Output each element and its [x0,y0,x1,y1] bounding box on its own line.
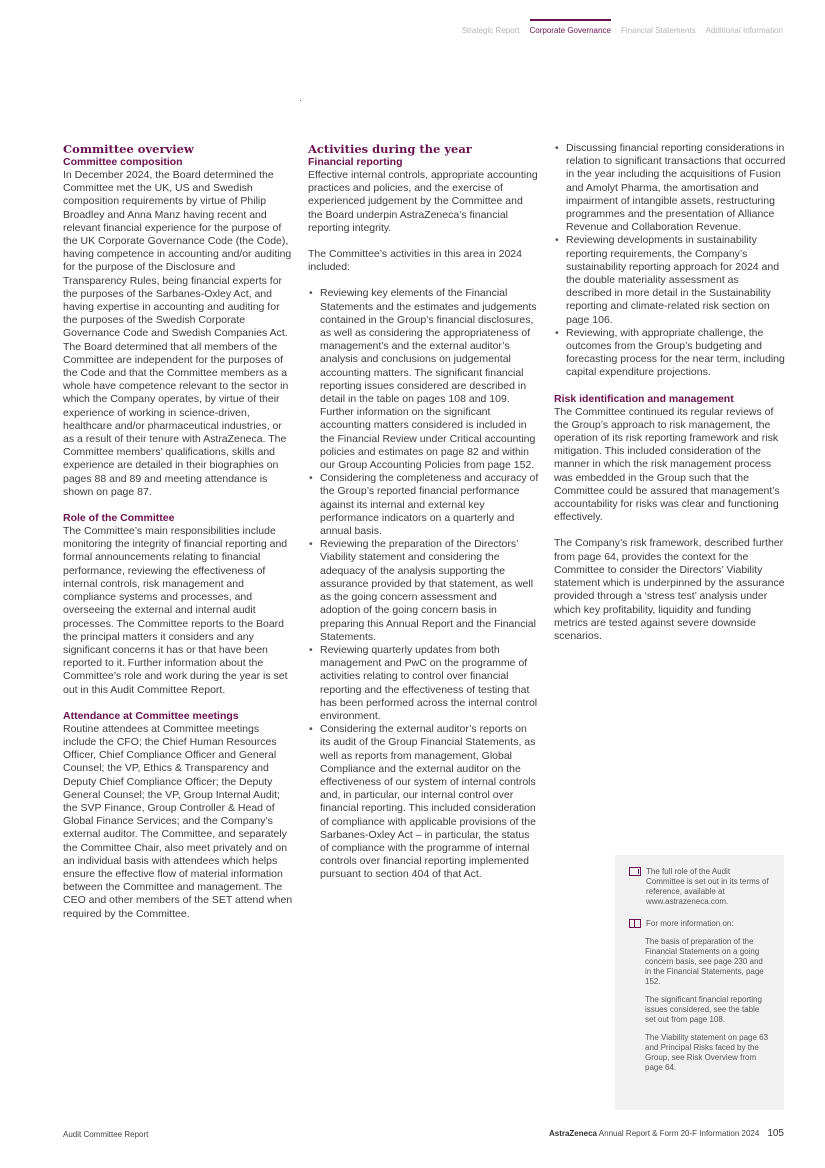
role-of-committee-title: Role of the Committee [63,512,175,525]
list-item: • Reviewing quarterly updates from both management and PwC on the programme of activities relating to control over financial reporting and the effectiveness of testing that has been performed across the internal control environment. [308,644,540,723]
attendance-text: Routine attendees at Committee meetings include the CFO; the Chief Human Resources Officer, Chief Compliance Officer and General Counsel; the VP, Ethics & Transparency and Deputy Chief Compliance Officer; the Deputy General Counsel; the VP, Group Internal Audit; the SVP Finance, Group Controller & Head of Global Finance Services; and the Company’s external auditor. The Committee, and separately the Committee Chair, also meet privately and on an individual basis with attendees which helps ensure the effective flow of material information between the Committee and management. The CEO and other members of the SET attend when required by the Committee. [63,722,293,920]
stray-dot [300,100,301,101]
committee-composition-title: Committee composition [63,156,183,168]
list-item: • Considering the completeness and accuracy of the Group’s reported financial performance against its internal and external key performance indicators on a quarterly and annual basis. [308,472,540,538]
list-item: • Discussing financial reporting considerations in relation to significant transactions that occurred in the year including the acquisitions of Fusion and Amolyt Pharma, the amortisation and impairment of intangible assets, restructuring programmes and the presentation of Alliance Revenue and Collaboration Revenue. [554,142,786,234]
activities-intro: The Committee’s activities in this area in 2024 included: [308,248,522,274]
role-note [629,867,770,907]
footer-report-title: Annual Report & Form 20-F Information 2024 [598,1129,760,1138]
info-box [615,855,784,1110]
footer-report-info [549,1128,784,1139]
nav-corporate-governance[interactable]: Corporate Governance [529,26,611,35]
column-left [63,142,295,921]
financial-reporting-title: Financial reporting [308,156,403,168]
more-info [629,919,770,929]
role-of-committee-text: The Committee’s main responsibilities include monitoring the integrity of financial reporting and formal announcements relating to financial performance, reviewing the effectiveness of internal controls, risk management and compliance systems and processes, and overseeing the external and internal audit processes. The Committee reports to the Board the principal matters it considers and any significant concerns it has or that have been reported to it. Further information about the Committee’s role and work during the year is set out in this Audit Committee Report. [63,525,288,696]
footer-section-name: Audit Committee Report [63,1130,149,1139]
nav-additional-information[interactable]: Additional Information [705,26,783,35]
list-item: • Reviewing, with appropriate challenge, the outcomes from the Group’s budgeting and forecasting process for the near term, including capital expenditure projections. [554,327,786,380]
risk-text-1: The Committee continued its regular reviews of the Group’s approach to risk management, the operation of its risk reporting framework and risk mitigation. This included consideration of the manner in which the risk management process was embedded in the Group such that the Committee could be assured that management’s accountability for risks was clear and functioning effectively. [554,405,780,524]
attendance-title: Attendance at Committee meetings [63,709,239,722]
column-middle [308,142,540,895]
column-right [554,142,786,643]
list-item: • Reviewing developments in sustainability reporting requirements, the Company’s sustainability reporting approach for 2024 and the double materiality assessment as described in more detail in the Sustainability reporting and climate-related risk section on page 106. [554,234,786,326]
more-info-label: For more information on: [646,919,734,928]
list-item: • Considering the external auditor’s reports on its audit of the Group Financial Statements, as well as reports from management, Global Compliance and the external auditor on the effectiveness of our system of internal controls and, in particular, our internal control over financial reporting. This included consideration of compliance with applicable provisions of the Sarbanes-Oxley Act – in particular, the status of compliance with the programme of internal controls over financial reporting implemented pursuant to section 404 of that Act. [308,723,540,881]
nav-strategic-report[interactable]: Strategic Report [461,26,520,35]
risk-text-2: The Company’s risk framework, described further from page 64, provides the context for the Committee to consider the Directors’ Viability statement which is underpinned by the assurance provided through a ‘stress test’ analysis under which key profitability, liquidity and funding metrics are tested against severe downside scenarios. [554,537,785,642]
activities-heading: Activities during the year [308,142,472,156]
role-note-text[interactable]: The full role of the Audit Committee is set out in its terms of reference, available at www.astrazeneca.com. [646,867,769,906]
activities-list [308,287,540,881]
more-info-item[interactable]: The Viability statement on page 63 and Principal Risks faced by the Group, see Risk Overview from page 64. [645,1033,769,1072]
screen-icon [629,867,641,876]
risk-identification-title: Risk identification and management [554,392,734,405]
book-icon [629,919,641,928]
financial-reporting-text: Effective internal controls, appropriate accounting practices and policies, and the exercise of experienced judgement by the Committee and the Board underpin AstraZeneca’s financial reporting integrity. [308,169,538,234]
list-item: • Reviewing the preparation of the Directors’ Viability statement and considering the adequacy of the analysis supporting the assurance provided by that statement, as well as the going concern assessment and adoption of the going concern basis in preparing this Annual Report and the Financial Statements. [308,538,540,644]
activities-list-continued [554,142,786,380]
page-number: 105 [767,1128,784,1139]
committee-overview-heading: Committee overview [63,142,194,156]
section-navigation [462,26,783,35]
committee-composition-text: In December 2024, the Board determined the Committee met the UK, US and Swedish composition requirements by virtue of Philip Broadley and Anna Manz having recent and relevant financial experience for the purpose of the UK Corporate Governance Code (the Code), having competence in accounting and/or auditing for the purpose of the Disclosure and Transparency Rules, being financial experts for the purposes of the Sarbanes-Oxley Act, and having expertise in accounting and auditing for the purposes of the Swedish Corporate Governance Code and Swedish Companies Act. The Board determined that all members of the Committee are independent for the purposes of the Code and that the Committee members as a whole have competence relevant to the sector in which the Company operates, by virtue of their experience of working in science-driven, healthcare and/or pharmaceutical industries, or as a result of their tenure with AstraZeneca. The Committee members’ qualifications, skills and experience are detailed in their biographies on pages 88 and 89 and meeting attendance is shown on page 87. [63,169,292,498]
more-info-item[interactable]: The significant financial reporting issues considered, see the table set out from page 108. [645,995,762,1024]
list-item: • Reviewing key elements of the Financial Statements and the estimates and judgements contained in the Group’s financial disclosures, as well as considering the appropriateness of management’s and the external auditor’s analysis and conclusions on judgemental accounting matters. The significant financial reporting issues considered are described in detail in the table on pages 108 and 109. Further information on the significant accounting matters considered is included in the Financial Review under Critical accounting policies and estimates on page 82 and within our Group Accounting Policies from page 152. [308,287,540,472]
more-info-item[interactable]: The basis of preparation of the Financial Statements on a going concern basis, see page 230 and in the Financial Statements, page 152. [645,937,764,986]
footer-brand: AstraZeneca [548,1129,597,1138]
nav-financial-statements[interactable]: Financial Statements [620,26,696,35]
